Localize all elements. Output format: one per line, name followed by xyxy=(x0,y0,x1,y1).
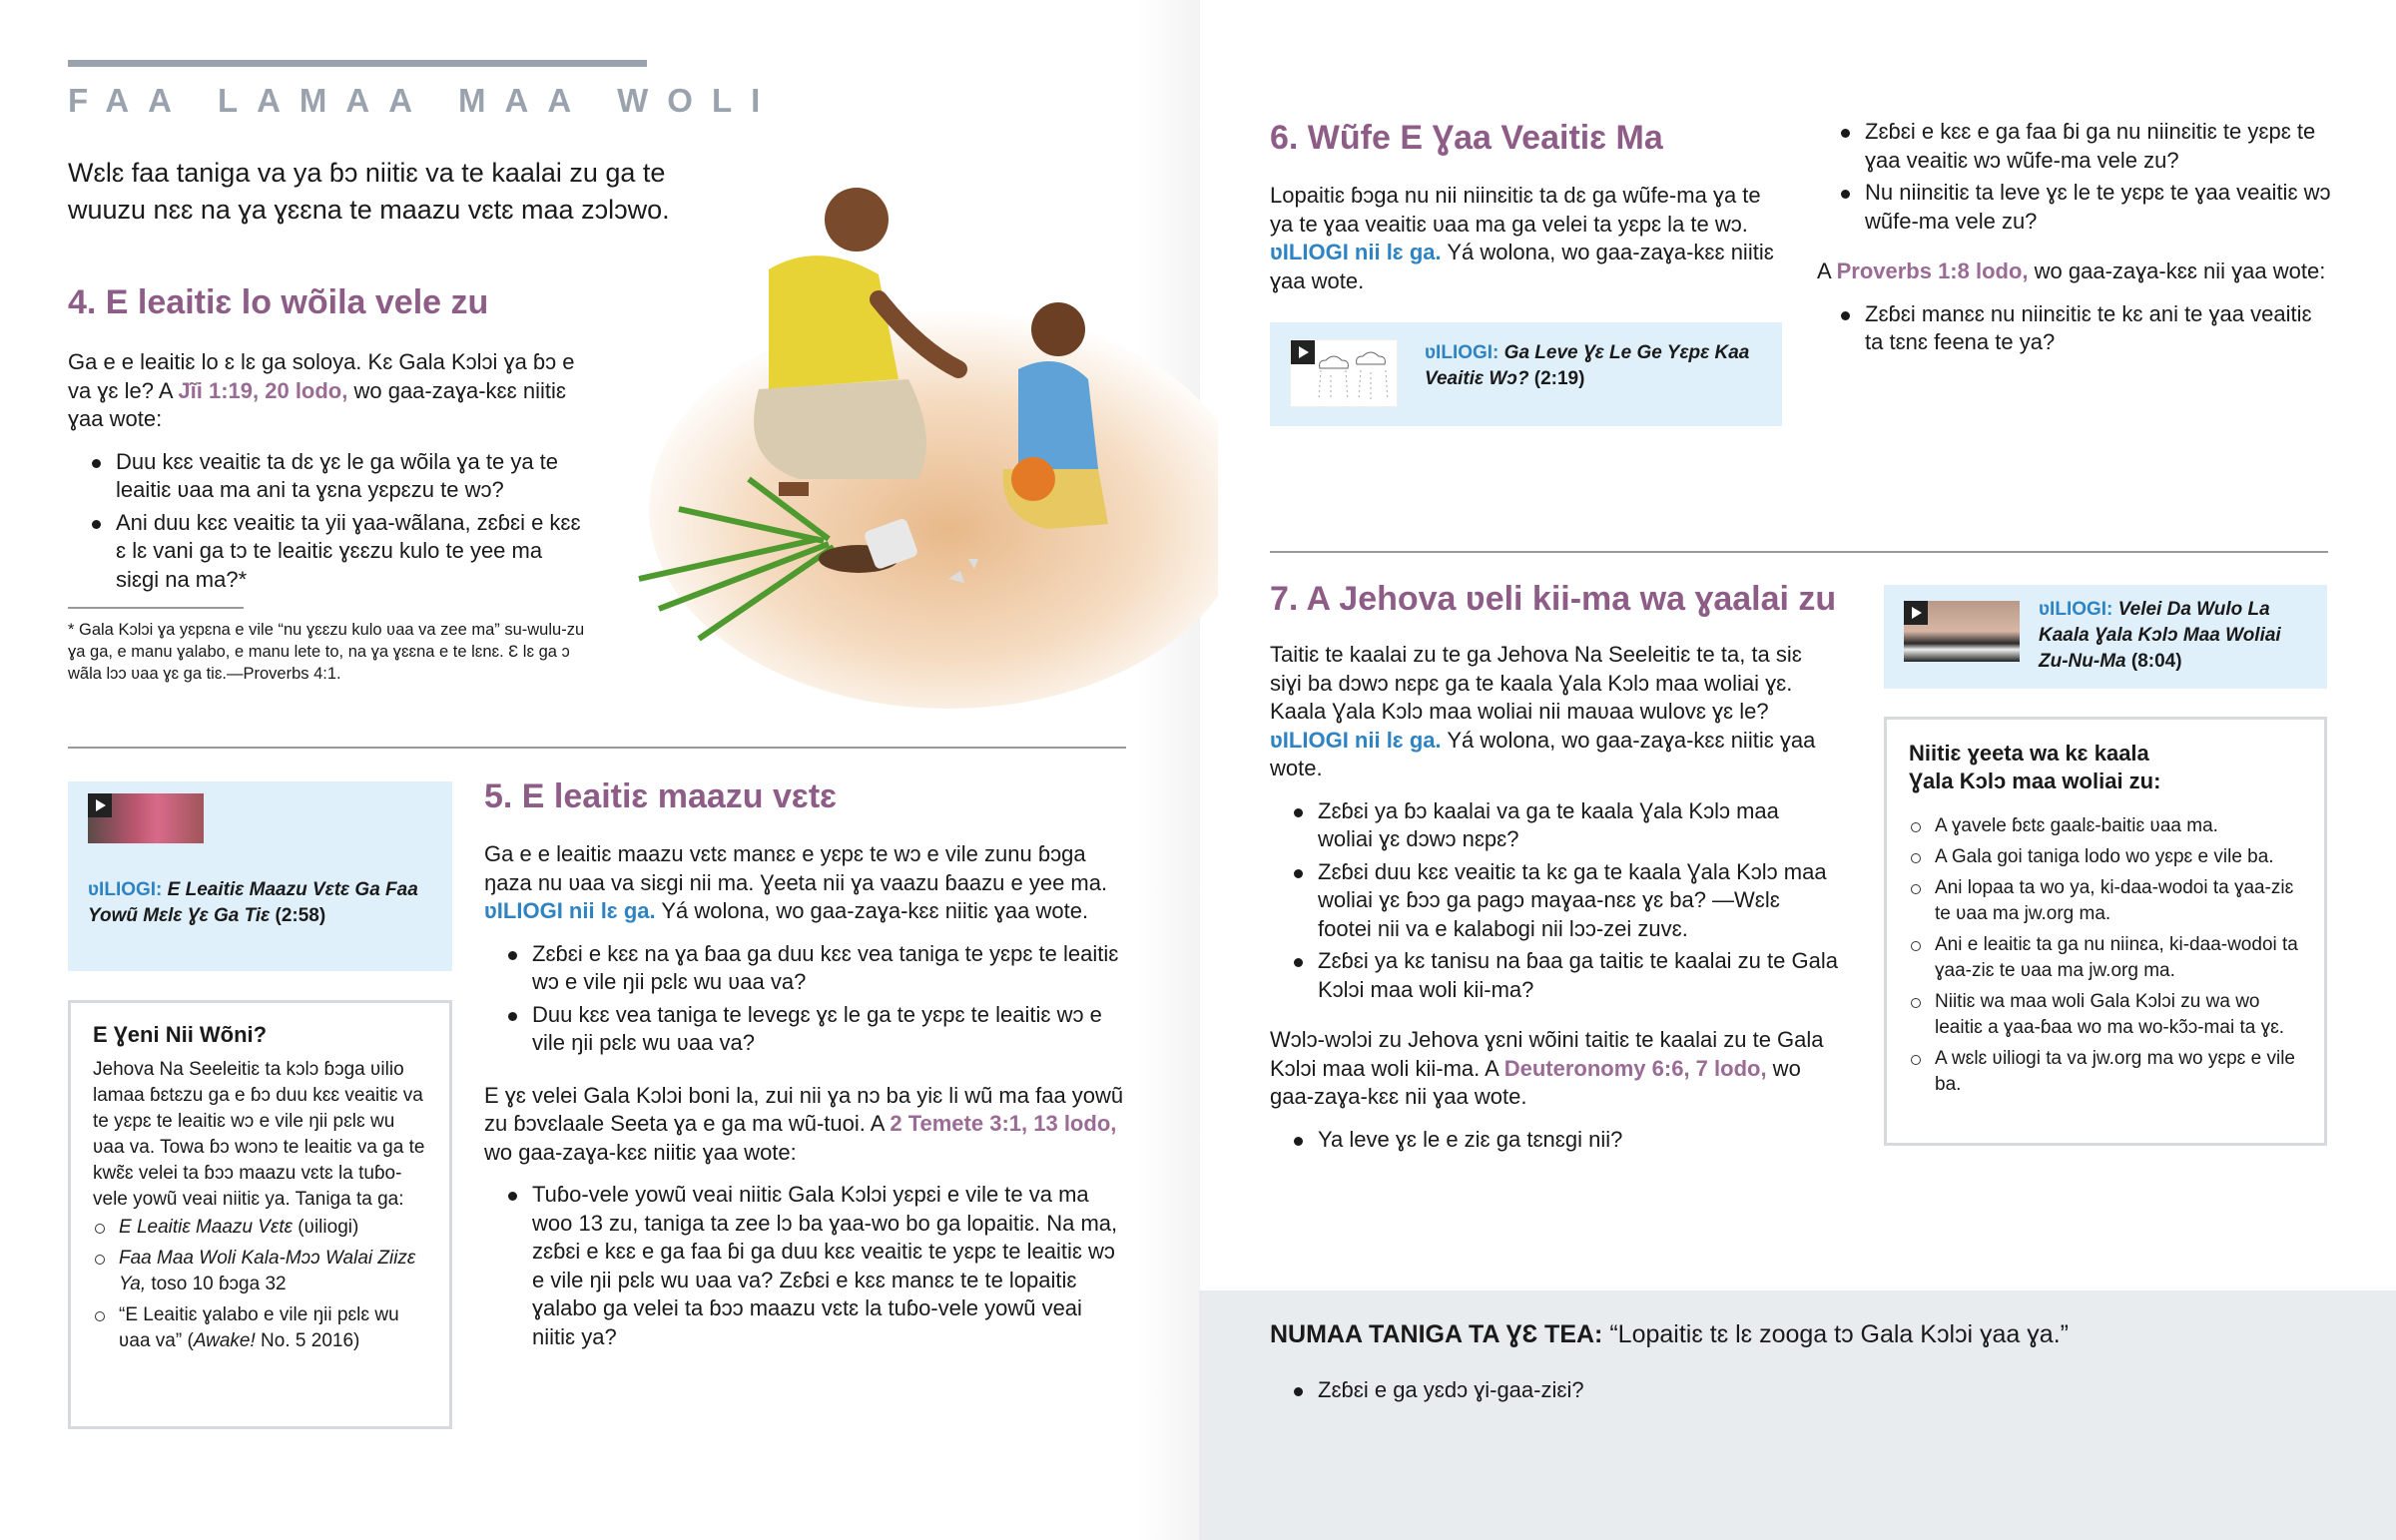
video-title[interactable]: ʋILIOGI: Ga Leve Ɣɛ Le Ge Yɛpɛ Kaa Veaitiɛ Wɔ? (2:19) xyxy=(1425,342,1750,389)
resource-item: “E Leaitiɛ ɣalabo e vile ŋii pɛlɛ wu ʋaa va” (Awake! No. 5 2016) xyxy=(93,1302,427,1354)
section-6-paragraph: Lopaitiɛ ɓɔga nu nii niinɛitiɛ ta dɛ ga wũfe-ma ɣa te ya te ɣaa veaitiɛ ʋaa ma ga velei ta yɛpɛ la te wɔ. ʋILIOGI nii lɛ ga. Yá wolona, wo gaa-zaɣa-kɛɛ niitiɛ ɣaa wote. xyxy=(1270,183,1774,293)
video-box[interactable] xyxy=(68,781,452,971)
question-item: Zɛɓɛi e ga yɛdɔ ɣi-gaa-ziɛi? xyxy=(1270,1376,2168,1405)
section-5-paragraph-2: E ɣɛ velei Gala Kɔlɔi boni la, zui nii ɣa nɔ ba yiɛ li wũ ma faa yowũ zu ɓɔvɛlaale Seeta ɣa e ga ma wũ-tuoi. A 2 Temete 3:1, 13 lodo, wo gaa-zaɣa-kɛɛ niitiɛ ɣaa wote: xyxy=(484,1082,1124,1165)
resource-list xyxy=(93,1215,427,1354)
summary-quote: “Lopaitiɛ tɛ lɛ zooga tɔ Gala Kɔlɔi ɣaa ɣa.” xyxy=(1609,1320,2069,1348)
section-6-continued xyxy=(1817,118,2336,361)
section-6 xyxy=(1270,118,1789,295)
footnote: * Gala Kɔlɔi ɣa yɛpɛna e vile “nu ɣɛɛzu kulo ʋaa va zee ma” su-wulu-zu ɣa ga, e manu ɣalabo, e manu lete to, na ɣa ɣɛɛna e te lɛnɛ. Ɛ lɛ ga ɔ wãla lɔɔ ʋaa ɣɛ ga tiɛ.—Proverbs 4:1. xyxy=(68,621,585,683)
tips-box-title: Niitiɛ ɣeeta wa kɛ kaala Ɣala Kɔlɔ maa woliai zu: xyxy=(1909,741,2161,793)
question-item: Zɛɓɛi ya ɓɔ kaalai va ga te kaala Ɣala Kɔlɔ maa woliai ɣɛ dɔwɔ nɛpɛ? xyxy=(1270,797,1839,854)
scripture-ref[interactable]: Jĩi 1:19, 20 lodo, xyxy=(178,377,348,403)
section-5 xyxy=(484,776,1128,1355)
summary-line xyxy=(1270,1318,2069,1350)
tips-box xyxy=(1884,717,2327,1146)
illustration-father-son xyxy=(619,180,1218,719)
tip-item: Ani lopaa ta wo ya, ki-daa-wodoi ta ɣaa-ziɛ te ʋaa ma jw.org ma. xyxy=(1909,875,2302,927)
video-thumbnail[interactable] xyxy=(1904,601,2020,662)
summary-panel xyxy=(1199,1290,2396,1540)
scripture-ref[interactable]: Deuteronomy 6:6, 7 lodo, xyxy=(1503,1055,1767,1081)
question-item: Tuɓo-vele yowũ veai niitiɛ Gala Kɔlɔi yɛpɛi e vile te va ma woo 13 zu, taniga ta zee lɔ ba ɣaa-wo bo ga lopaitiɛ. Na ma, zɛɓɛi e kɛɛ e ga faa ɓi ga duu kɛɛ veaitiɛ te yɛpɛ te leaitiɛ wɔ e vile ŋii pɛlɛ wu ʋaa va? Zɛɓɛi e kɛɛ manɛɛ te te lopaitiɛ ɣalabo ga velei ta ɓɔɔ maazu vɛtɛ la tuɓo-vele yowũ veai niitiɛ ya? xyxy=(484,1181,1128,1351)
summary-label: NUMAA TANIGA TA ƔƐ TEA: xyxy=(1270,1320,1603,1348)
play-icon[interactable] xyxy=(1904,601,1928,625)
section-5-questions xyxy=(484,940,1128,1058)
info-box-text: Jehova Na Seeleitiɛ ta kɔlɔ ɓɔga ʋilio lamaa ɓɛtɛzu ga e ɓɔ duu kɛɛ veaitiɛ va te yɛpɛ te leaitiɛ wɔ e vile ŋii pɛlɛ wu ʋaa va. Towa ɓɔ wɔnɔ te leaitiɛ va ga te kwɛ̃ɛ velei ta ɓɔɔ maazu vɛtɛ la tuɓo-vele yowũ veai niitiɛ ya. Taniga ta ga: xyxy=(93,1059,425,1210)
question-item: Zɛɓɛi manɛɛ nu niinɛitiɛ te kɛ ani te ɣaa veaitiɛ ta tɛnɛ feena te ya? xyxy=(1817,300,2336,357)
video-link[interactable]: ʋILIOGI nii lɛ ga. xyxy=(1270,727,1442,753)
resource-item: E Leaitiɛ Maazu Vɛtɛ (ʋiliogi) xyxy=(93,1215,427,1241)
section-divider xyxy=(1270,551,2328,553)
video-thumbnail[interactable] xyxy=(88,793,204,843)
video-link[interactable]: ʋILIOGI nii lɛ ga. xyxy=(484,898,656,923)
header-bar xyxy=(68,60,647,67)
question-item: Ani duu kɛɛ veaitiɛ ta yii ɣaa-wãlana, zɛɓɛi e kɛɛ ɛ lɛ vani ga tɔ te leaitiɛ ɣɛɛzu kulo te yee ma siɛgi na ma?* xyxy=(68,509,587,595)
scripture-ref[interactable]: 2 Temete 3:1, 13 lodo, xyxy=(890,1111,1117,1136)
question-item: Duu kɛɛ veaitiɛ ta dɛ ɣɛ le ga wõila ɣa te ya te leaitiɛ ʋaa ma ani ta ɣɛna yɛpɛzu te wɔ? xyxy=(68,448,587,505)
intro-text: Wɛlɛ faa taniga va ya ɓɔ niitiɛ va te kaalai zu ga te wuuzu nɛɛ na ɣa ɣɛɛna te maazu vɛtɛ maa zɔlɔwo. xyxy=(68,158,670,225)
question-item: Zɛɓɛi ya kɛ tanisu na ɓaa ga taitiɛ te kaalai zu te Gala Kɔlɔi maa woli kii-ma? xyxy=(1270,947,1839,1004)
section-4 xyxy=(68,282,587,598)
scripture-ref[interactable]: Proverbs 1:8 lodo, xyxy=(1836,258,2029,283)
section-7-paragraph-2: Wɔlɔ-wɔlɔi zu Jehova ɣɛni wõini taitiɛ te kaalai zu te Gala Kɔlɔi maa woli kii-ma. A Deuteronomy 6:6, 7 lodo, wo gaa-zaɣa-kɛɛ nii ɣaa wote. xyxy=(1270,1027,1824,1109)
info-box xyxy=(68,1000,452,1429)
video-box[interactable] xyxy=(1270,322,1782,426)
question-item: Zɛɓɛi duu kɛɛ veaitiɛ ta kɛ ga te kaala Ɣala Kɔlɔ maa woliai ɣɛ ɓɔɔ ga pagɔ maɣaa-nɛɛ ɣɛ ba? —Wɛlɛ footei nii va e kalabogi nii lɔɔ-zei zuvɛ. xyxy=(1270,858,1839,944)
play-icon[interactable] xyxy=(88,793,112,817)
section-4-paragraph: Ga e e leaitiɛ lo ɛ lɛ ga soloya. Kɛ Gala Kɔlɔi ɣa ɓɔ e va ɣɛ le? A Jĩi 1:19, 20 lodo, wo gaa-zaɣa-kɛɛ niitiɛ ɣaa wote: xyxy=(68,349,575,431)
question-item: Nu niinɛitiɛ ta leve ɣɛ le te yɛpɛ te ɣaa veaitiɛ wɔ wũfe-ma vele zu? xyxy=(1817,179,2336,236)
video-title[interactable]: ʋILIOGI: E Leaitiɛ Maazu Vɛtɛ Ga Faa Yowũ Mɛlɛ Ɣɛ Ga Tiɛ (2:58) xyxy=(88,879,418,926)
tip-item: A wɛlɛ ʋiliogi ta va jw.org ma wo yɛpɛ e vile ba. xyxy=(1909,1046,2302,1098)
tips-list xyxy=(1909,813,2302,1098)
question-item: Duu kɛɛ vea taniga te levegɛ ɣɛ le ga te yɛpɛ te leaitiɛ wɔ e vile ŋii pɛlɛ wu ʋaa va? xyxy=(484,1001,1128,1058)
section-4-title: 4. E leaitiɛ lo wõila vele zu xyxy=(68,283,489,321)
section-7-questions xyxy=(1270,797,1839,1005)
section-4-questions xyxy=(68,448,587,595)
tip-item: Niitiɛ wa maa woli Gala Kɔlɔi zu wa wo leaitiɛ a ɣaa-ɓaa wo ma wo-kɔ̃ɔ-mai ta ɣɛ. xyxy=(1909,989,2302,1041)
video-thumbnail[interactable] xyxy=(1290,339,1398,407)
section-6-paragraph-2: A Proverbs 1:8 lodo, wo gaa-zaɣa-kɛɛ nii ɣaa wote: xyxy=(1817,258,2326,283)
section-7-paragraph: Taitiɛ te kaalai zu te ga Jehova Na Seeleitiɛ te ta, ta siɛ siɣi ba dɔwɔ nɛpɛ ga te kaala Ɣala Kɔlɔ maa woliai ɣɛ. Kaala Ɣala Kɔlɔ maa woliai nii maʋaa wulovɛ ɣɛ le? ʋILIOGI nii lɛ ga. Yá wolona, wo gaa-zaɣa-kɛɛ niitiɛ ɣaa wote. xyxy=(1270,642,1816,780)
play-icon[interactable] xyxy=(1291,340,1315,364)
section-7 xyxy=(1270,579,1839,1158)
section-6-questions-2 xyxy=(1817,300,2336,357)
section-5-paragraph: Ga e e leaitiɛ maazu vɛtɛ manɛɛ e yɛpɛ te wɔ e vile zunu ɓɔga ŋaza nu ʋaa va siɛgi nii ma. Ɣeeta nii ɣa vaazu ɓaazu e yee ma. ʋILIOGI nii lɛ ga. Yá wolona, wo gaa-zaɣa-kɛɛ niitiɛ ɣaa wote. xyxy=(484,841,1108,923)
section-6-title: 6. Wũfe E Ɣaa Veaitiɛ Ma xyxy=(1270,119,1663,157)
footnote-divider xyxy=(68,607,244,609)
section-7-questions-2 xyxy=(1270,1126,1839,1155)
summary-questions xyxy=(1270,1376,2168,1409)
section-5-title: 5. E leaitiɛ maazu vɛtɛ xyxy=(484,777,838,815)
resource-item: Faa Maa Woli Kala-Mɔɔ Walai Ziizɛ Ya, toso 10 ɓɔga 32 xyxy=(93,1246,427,1297)
question-item: Zɛɓɛi e kɛɛ e ga faa ɓi ga nu niinɛitiɛ te yɛpɛ te ɣaa veaitiɛ wɔ wũfe-ma vele zu? xyxy=(1817,118,2336,175)
section-kicker: FAA LAMAA MAA WOLI xyxy=(68,82,780,119)
tip-item: Ani e leaitiɛ ta ga nu niinɛa, ki-daa-wodoi ta ɣaa-ziɛ te ʋaa ma jw.org ma. xyxy=(1909,932,2302,984)
question-item: Ya leve ɣɛ le e ziɛ ga tɛnɛgi nii? xyxy=(1270,1126,1839,1155)
tip-item: A Gala goi taniga lodo wo yɛpɛ e vile ba. xyxy=(1909,844,2302,870)
section-5-questions-2 xyxy=(484,1181,1128,1351)
video-link[interactable]: ʋILIOGI nii lɛ ga. xyxy=(1270,240,1442,264)
section-divider xyxy=(68,747,1126,749)
tip-item: A ɣavele ɓɛtɛ gaalɛ-baitiɛ ʋaa ma. xyxy=(1909,813,2302,839)
video-title[interactable]: ʋILIOGI: Velei Da Wulo La Kaala Ɣala Kɔlɔ Maa Woliai Zu-Nu-Ma (8:04) xyxy=(2039,599,2281,672)
section-7-title: 7. A Jehova ʋeli kii-ma wa ɣaalai zu xyxy=(1270,580,1837,618)
video-box[interactable] xyxy=(1884,585,2327,689)
question-item: Zɛɓɛi e kɛɛ na ɣa ɓaa ga duu kɛɛ vea taniga te yɛpɛ te leaitiɛ wɔ e vile ŋii pɛlɛ wu ʋaa va? xyxy=(484,940,1128,997)
section-6-questions xyxy=(1817,118,2336,236)
info-box-title: E Ɣeni Nii Wõni? xyxy=(93,1022,268,1047)
